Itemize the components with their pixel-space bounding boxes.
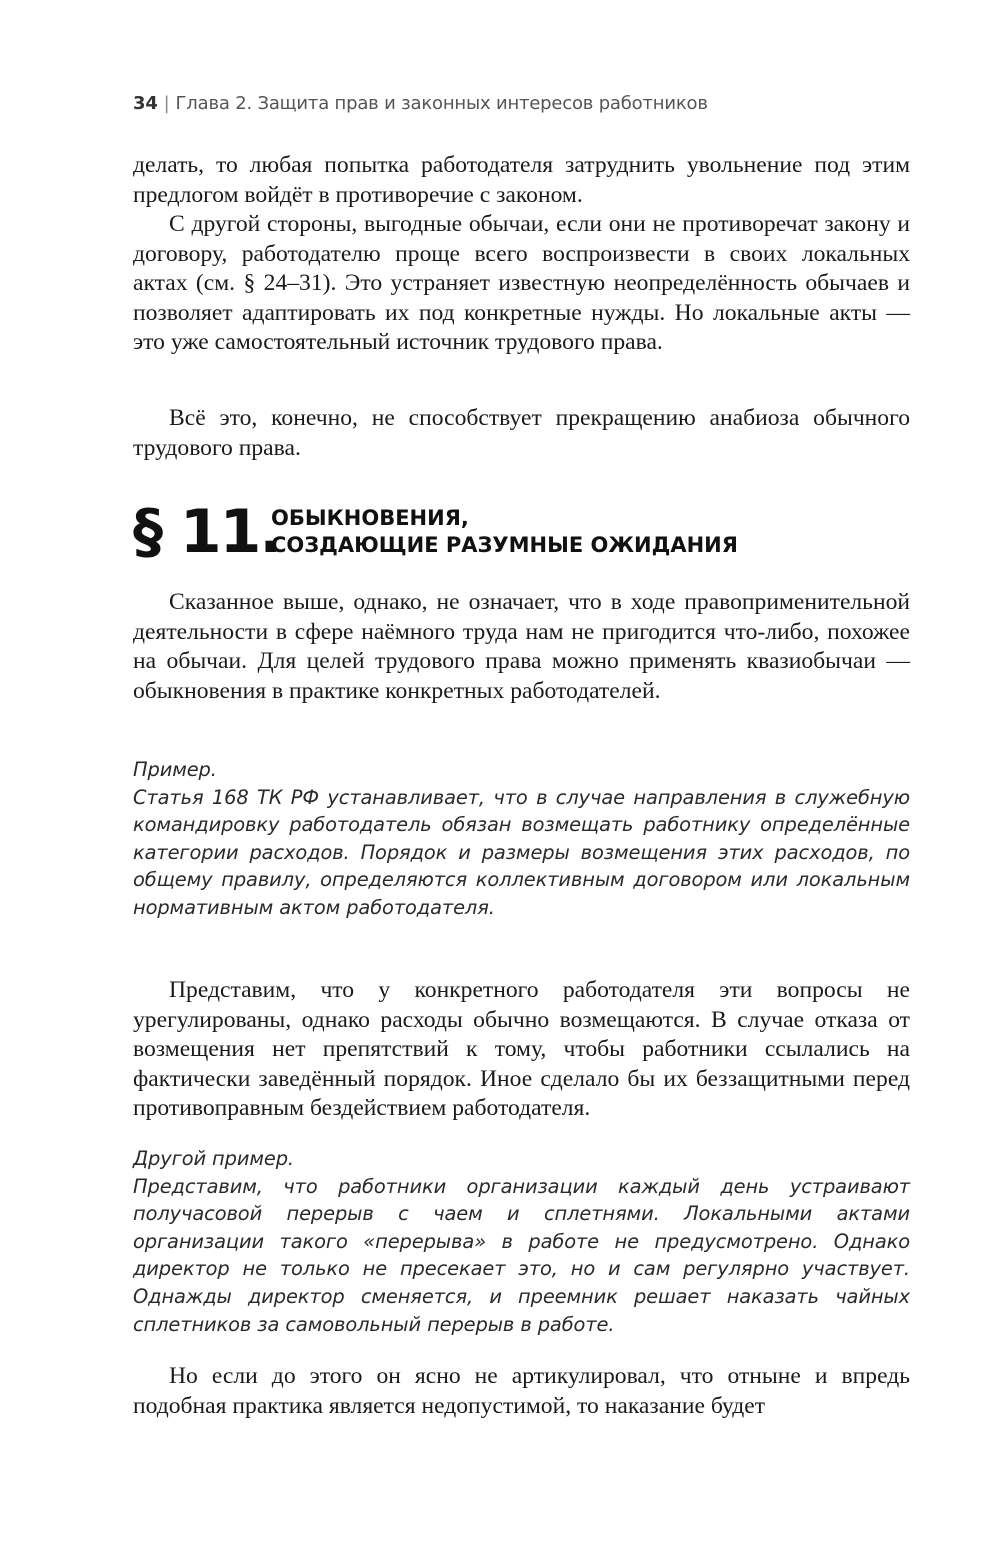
section-title	[271, 505, 738, 559]
paragraph-text: Но если до этого он ясно не артикулировал, что отныне и впредь подобная практика является недопустимой, то наказание будет	[133, 1363, 910, 1419]
page-number: 34	[133, 93, 158, 114]
example-block	[133, 756, 910, 922]
running-head	[133, 93, 910, 114]
example-text: Представим, что работники организации каждый день устраивают получасовой перерыв с чаем и сплетнями. Локальными актами организации такого «перерыва» в работе не предусмотрено. Однако директор не только не пресекает это, но и сам регулярно участвует. Однажды директор сменяется, и преемник решает наказать чайных сплетников за самовольный перерыв в работе.	[133, 1174, 910, 1336]
section-title-line: ОБЫКНОВЕНИЯ,	[271, 506, 469, 530]
paragraph-text: делать, то любая попытка работодателя затруднить увольнение под этим предлогом войдёт в противоречие с законом.	[133, 152, 910, 208]
header-separator: |	[163, 93, 170, 114]
paragraph-text: Сказанное выше, однако, не означает, что в ходе правоприменительной деятельности в сфере наёмного труда нам не пригодится что-либо, похожее на обычаи. Для целей трудового права можно применять квазиобычаи — обыкновения в практике конкретных работодателей.	[133, 589, 910, 704]
paragraph-text: С другой стороны, выгодные обычаи, если они не противоречат закону и договору, работодателю проще всего воспроизвести в своих локальных актах (см. § 24–31). Это устраняет известную неопределённость обычаев и позволяет адаптировать их под конкретные нужды. Но локальные акты — это уже самостоятельный источник трудового права.	[133, 211, 910, 356]
paragraph-reimbursement	[133, 976, 910, 1124]
paragraph-punishment	[133, 1362, 910, 1421]
paragraph-local-acts	[133, 210, 910, 358]
chapter-title: Глава 2. Защита прав и законных интересов работников	[175, 93, 708, 114]
example-label: Пример.	[133, 758, 217, 781]
section-heading	[133, 497, 910, 567]
example-block-2	[133, 1145, 910, 1338]
section-number: § 11.	[133, 497, 281, 567]
example-label: Другой пример.	[133, 1147, 294, 1170]
example-text: Статья 168 ТК РФ устанавливает, что в случае направления в служебную командировку работодатель обязан возмещать работнику определённые категории расходов. Порядок и размеры возмещения этих расходов, по общему правилу, определяются коллективным договором или локальным нормативным актом работодателя.	[133, 785, 910, 919]
paragraph-text: Всё это, конечно, не способствует прекращению анабиоза обычного трудового права.	[133, 405, 910, 461]
section-title-line: СОЗДАЮЩИЕ РАЗУМНЫЕ ОЖИДАНИЯ	[271, 533, 738, 557]
paragraph-quasi-customs	[133, 588, 910, 706]
paragraph-continuation	[133, 151, 910, 210]
paragraph-anabiosis	[133, 404, 910, 463]
paragraph-text: Представим, что у конкретного работодателя эти вопросы не урегулированы, однако расходы обычно возмещаются. В случае отказа от возмещения нет препятствий к тому, чтобы работники ссылались на фактически заведённый порядок. Иное сделало бы их беззащитными перед противоправным бездействием работодателя.	[133, 977, 910, 1122]
